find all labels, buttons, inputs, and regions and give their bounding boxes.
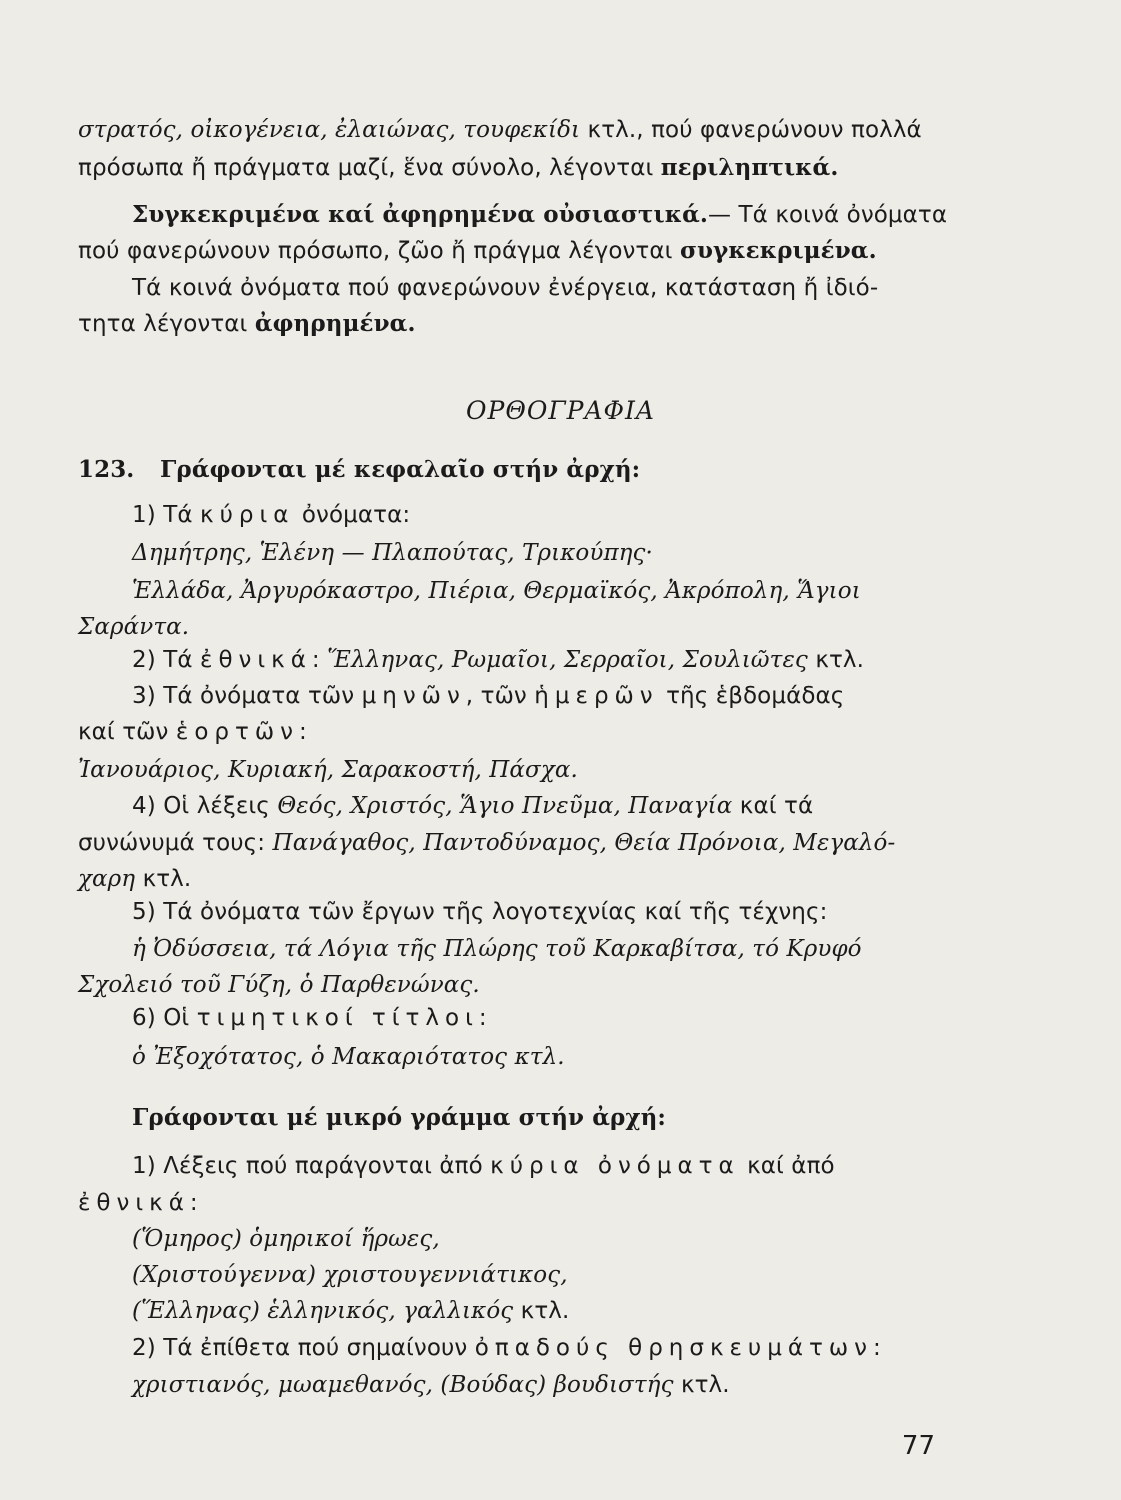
item6-pre: 6) Οἱ — [132, 1005, 197, 1031]
para2-line2 — [78, 234, 940, 268]
item1-post: ὀνόματα: — [294, 502, 411, 528]
lower-item1-spaced: κύρια ὀνόματα — [490, 1153, 740, 1179]
lower-item1-pre: 1) Λέξεις πού παράγονται ἀπό — [132, 1153, 491, 1179]
item3-l2-post: : — [298, 719, 307, 745]
item4-post: καί τά — [732, 793, 814, 819]
lower-item2-ex-post: κτλ. — [673, 1372, 730, 1398]
rule-123-item1-example2: Ἑλλάδα, Ἀργυρόκαστρο, Πιέρια, Θερμαϊκός, Ἀκρόπολη, Ἅγιοι — [132, 578, 861, 604]
item4-pre: 4) Οἱ λέξεις — [132, 793, 278, 819]
lower-item1-ex3-words: (Ἕλληνας) ἑλληνικός, γαλλικός — [132, 1298, 514, 1324]
item1-pre: 1) Τά — [132, 502, 201, 528]
rule-123-item2 — [132, 643, 940, 677]
para1-line2 — [78, 151, 940, 185]
lower-item2-pre: 2) Τά ἐπίθετα πού σημαίνουν — [132, 1335, 475, 1361]
item6-spaced: τιμητικοί τίτλοι — [196, 1005, 479, 1031]
item2-pre: 2) Τά — [132, 647, 201, 673]
collective-nouns-examples: στρατός, οἰκογένεια, ἐλαιώνας, τουφεκίδι — [78, 117, 581, 143]
item4-synonyms: Πανάγαθος, Παντοδύναμος, Θεία Πρόνοια, Μεγαλό- — [272, 830, 896, 856]
lowercase-item1-example3 — [132, 1294, 940, 1328]
para3-line2-text: τητα λέγονται — [78, 311, 255, 337]
lowercase-heading: Γράφονται μέ μικρό γράμμα στήν ἀρχή: — [132, 1104, 667, 1131]
item6-post: : — [478, 1005, 487, 1031]
page-number: 77 — [901, 1431, 935, 1461]
rule-123-item1-example3: Σαράντα. — [78, 614, 190, 640]
term-concrete: συγκεκριμένα. — [679, 237, 877, 264]
item4-l2-pre: συνώνυμά τους: — [78, 830, 273, 856]
para3-line1: Τά κοινά ὀνόματα πού φανερώνουν ἐνέργεια, κατάσταση ἤ ἰδιό- — [132, 275, 879, 301]
rule-123-item5: 5) Τά ὀνόματα τῶν ἔργων τῆς λογοτεχνίας καί τῆς τέχνης: — [132, 899, 828, 925]
rule-123-item4 — [132, 789, 940, 823]
item1-spaced: κύρια — [200, 502, 295, 528]
item2-post: κτλ. — [807, 647, 865, 673]
item2-colon: : — [311, 647, 328, 673]
item2-spaced: ἐθνικά — [200, 647, 312, 673]
rule-123-item1 — [132, 498, 940, 532]
item4-l3-post: κτλ. — [135, 866, 192, 892]
item3-mid: , τῶν — [465, 683, 535, 709]
lower-item1-l2-post: : — [189, 1190, 198, 1216]
lower-item2-ex-words: χριστιανός, μωαμεθανός, (Βούδας) βουδιστής — [132, 1372, 674, 1398]
rule-123-item1-example1: Δημήτρης, Ἑλένη — Πλαπούτας, Τρικούπης· — [132, 540, 653, 566]
term-abstract: ἀφηρημένα. — [254, 310, 416, 337]
rule-123-title: Γράφονται μέ κεφαλαῖο στήν ἀρχή: — [160, 456, 641, 483]
item3-l2-pre: καί τῶν — [78, 719, 176, 745]
item3-post: τῆς ἑβδομάδας — [658, 683, 845, 709]
rule-123-item5-example1: ἡ Ὀδύσσεια, τά Λόγια τῆς Πλώρης τοῦ Καρκαβίτσα, τό Κρυφό — [132, 936, 862, 962]
item3-spaced-days: ἡμερῶν — [534, 683, 659, 709]
para2-line1 — [132, 198, 948, 232]
para2-line2-text: πού φανερώνουν πρόσωπο, ζῶο ἤ πράγμα λέγονται — [78, 238, 680, 264]
item3-spaced-months: μηνῶν — [361, 683, 466, 709]
subheading-concrete-abstract: Συγκεκριμένα καί ἀφηρημένα οὐσιαστικά. — [132, 201, 708, 228]
lowercase-item2 — [132, 1331, 940, 1365]
lower-item1-ethnika: ἐθνικά — [78, 1190, 190, 1216]
lower-item1-ex3-post: κτλ. — [513, 1298, 570, 1324]
lower-item2-spaced: ὀπαδούς θρησκευμάτων — [474, 1335, 873, 1361]
term-collective: περιληπτικά. — [660, 154, 839, 181]
item3-pre: 3) Τά ὀνόματα τῶν — [132, 683, 362, 709]
lowercase-item2-example — [132, 1368, 940, 1402]
para1-line1 — [78, 113, 940, 147]
item4-l3-word: χαρη — [78, 866, 136, 892]
rule-123-item5-example2: Σχολειό τοῦ Γύζη, ὁ Παρθενώνας. — [78, 972, 480, 998]
item4-words: Θεός, Χριστός, Ἅγιο Πνεῦμα, Παναγία — [277, 793, 733, 819]
lowercase-item1-line2 — [78, 1186, 940, 1220]
rule-123-item4-line2 — [78, 826, 940, 860]
lowercase-item1-example1: (Ὅμηρος) ὁμηρικοί ἥρωες, — [132, 1226, 440, 1252]
rule-123-item4-line3 — [78, 862, 940, 896]
item2-examples: Ἕλληνας, Ρωμαῖοι, Σερραῖοι, Σουλιῶτες — [327, 647, 808, 673]
lower-item1-post: καί ἀπό — [739, 1153, 835, 1179]
rule-123-item3-line2 — [78, 715, 940, 749]
para1-line1-rest: κτλ., πού φανερώνουν πολλά — [580, 117, 922, 143]
lower-item2-post: : — [873, 1335, 881, 1361]
item3-spaced-feasts: ἑορτῶν — [175, 719, 299, 745]
rule-123-item3 — [132, 679, 940, 713]
rule-123-item3-example: Ἰανουάριος, Κυριακή, Σαρακοστή, Πάσχα. — [78, 757, 578, 783]
rule-number: 123. — [78, 456, 135, 483]
lowercase-item1-example2: (Χριστούγεννα) χριστουγεννιάτικος, — [132, 1262, 568, 1288]
rule-123-item6 — [132, 1001, 940, 1035]
section-title: ΟΡΘΟΓΡΑΦΙΑ — [466, 396, 655, 425]
para2-line1-rest: — Τά κοινά ὀνόματα — [707, 202, 948, 228]
lowercase-item1 — [132, 1149, 940, 1183]
rule-123-heading — [78, 453, 940, 487]
para3-line2 — [78, 307, 940, 341]
rule-123-item6-example: ὁ Ἐξοχότατος, ὁ Μακαριότατος κτλ. — [132, 1044, 565, 1070]
para1-line2-text: πρόσωπα ἤ πράγματα μαζί, ἕνα σύνολο, λέγονται — [78, 155, 661, 181]
